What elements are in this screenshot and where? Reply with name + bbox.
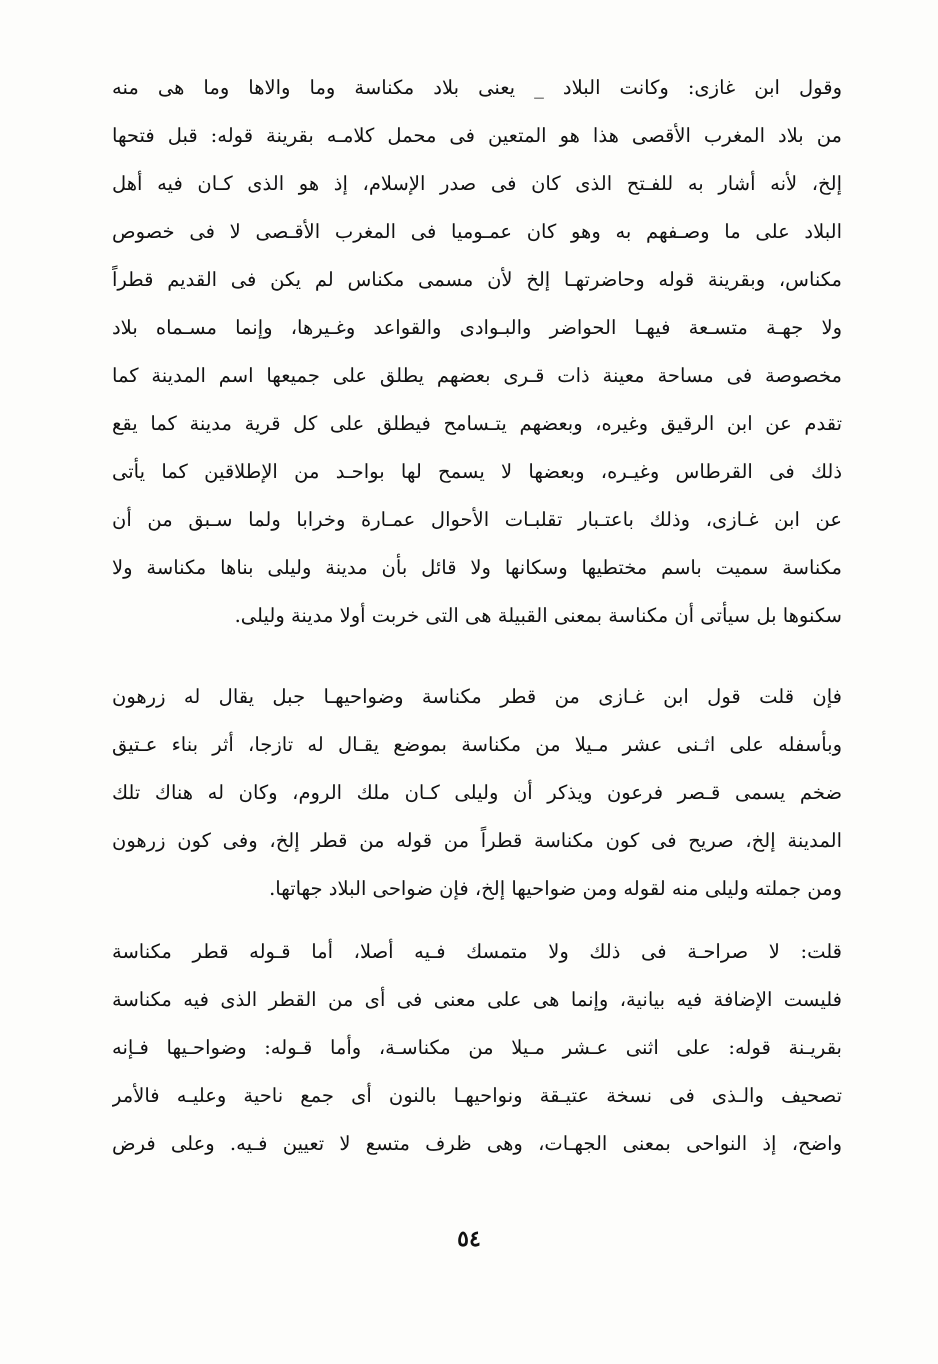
page-number: ٥٤	[457, 1226, 481, 1252]
text-line: عن ابن غـازى، وذلك باعتـبار تقلبـات الأحوال عمـارة وخرابا ولما سـبق من أن	[112, 508, 842, 531]
text-line: ذلك فى القرطاس وغيـره، وبعضها لا يسمح لها بواحـد من الإطلاقين كما يأتى	[112, 460, 842, 483]
text-line: ولا جهـة متسـعة فيهـا الحواضر والبـوادى والقواعد وغـيرها، وإنما مسـماه بلاد	[112, 316, 842, 339]
text-line: فليست الإضافة فيه بيانية، وإنما هى على معنى فى أى من القطر الذى فيه مكناسة	[112, 988, 842, 1011]
text-line: فإن قلت قول ابن غـازى من قطر مكناسة وضواحيهـا جبل يقال له زرهون	[112, 685, 842, 708]
text-line: تصحيف والـذى فى نسخة عتيـقة ونواحيهـا بالنون أى جمع ناحية وعليـه فالأمر	[112, 1084, 842, 1107]
paragraph-1	[112, 64, 842, 640]
text-line: وقول ابن غازى: وكانت البلاد _ يعنى بلاد مكناسة وما والاها وما هى منه	[112, 76, 842, 99]
text-line: ضخم يسمى قـصر فرعون ويذكر أن وليلى كـان ملك الروم، وكان له هناك تلك	[112, 781, 842, 804]
paragraph-2	[112, 673, 842, 913]
text-line: واضح، إذ النواحى بمعنى الجهـات، وهى ظرف متسع لا تعيين فـيه. وعلى فرض	[112, 1132, 842, 1155]
text-line: ومن جملته وليلى منه لقوله ومن ضواحيها إلخ، فإن ضواحى البلاد جهاتها.	[269, 877, 842, 900]
text-line: مكناسة سميت باسم مختطيها وسكانها ولا قائل بأن مدينة وليلى بناها مكناسة ولا	[112, 556, 842, 579]
text-line: مكناس، وبقرينة قوله وحاضرتهـا إلخ لأن مسمى مكناس لم يكن فى القديم قطراً	[112, 268, 842, 291]
text-line: تقدم عن ابن الرقيق وغيره، وبعضهم يتـسامح فيطلق على كل قرية مدينة كما يقع	[112, 412, 842, 435]
paragraph-3	[112, 928, 842, 1168]
text-line: قلت: لا صراحـة فى ذلك ولا متمسك فـيه أصلا، أما قـوله قطر مكناسة	[112, 940, 842, 963]
text-line: إلخ، لأنه أشار به للفـتح الذى كان فى صدر الإسلام، إذ هو الذى كـان فيه أهل	[112, 172, 842, 195]
text-line: من بلاد المغرب الأقصى هذا هو المتعين فى محمل كلامـه بقرينة قوله: قبل فتحها	[112, 124, 842, 147]
text-line: بقريـنة قوله: على اثنى عـشر مـيلا من مكناسـة، وأما قـوله: وضواحـيها فـإنه	[112, 1036, 842, 1059]
text-line: المدينة إلخ، صريح فى كون مكناسة قطراً من قوله من قطر إلخ، وفى كون زرهون	[112, 829, 842, 852]
text-line: وبأسفله على اثـنى عشر مـيلا من مكناسة بموضع يقـال له تازجا، أثر بناء عـتيق	[112, 733, 842, 756]
text-line: البلاد على ما وصـفهم به وهو كان عمـوميا فى المغرب الأقـصى لا فى خصوص	[112, 220, 842, 243]
text-line: سكنوها بل سيأتى أن مكناسة بمعنى القبيلة هى التى خربت أولا مدينة وليلى.	[234, 604, 842, 627]
text-line: مخصوصة فى مساحة معينة ذات قـرى بعضهم يطلق على جميعها اسم المدينة كما	[112, 364, 842, 387]
